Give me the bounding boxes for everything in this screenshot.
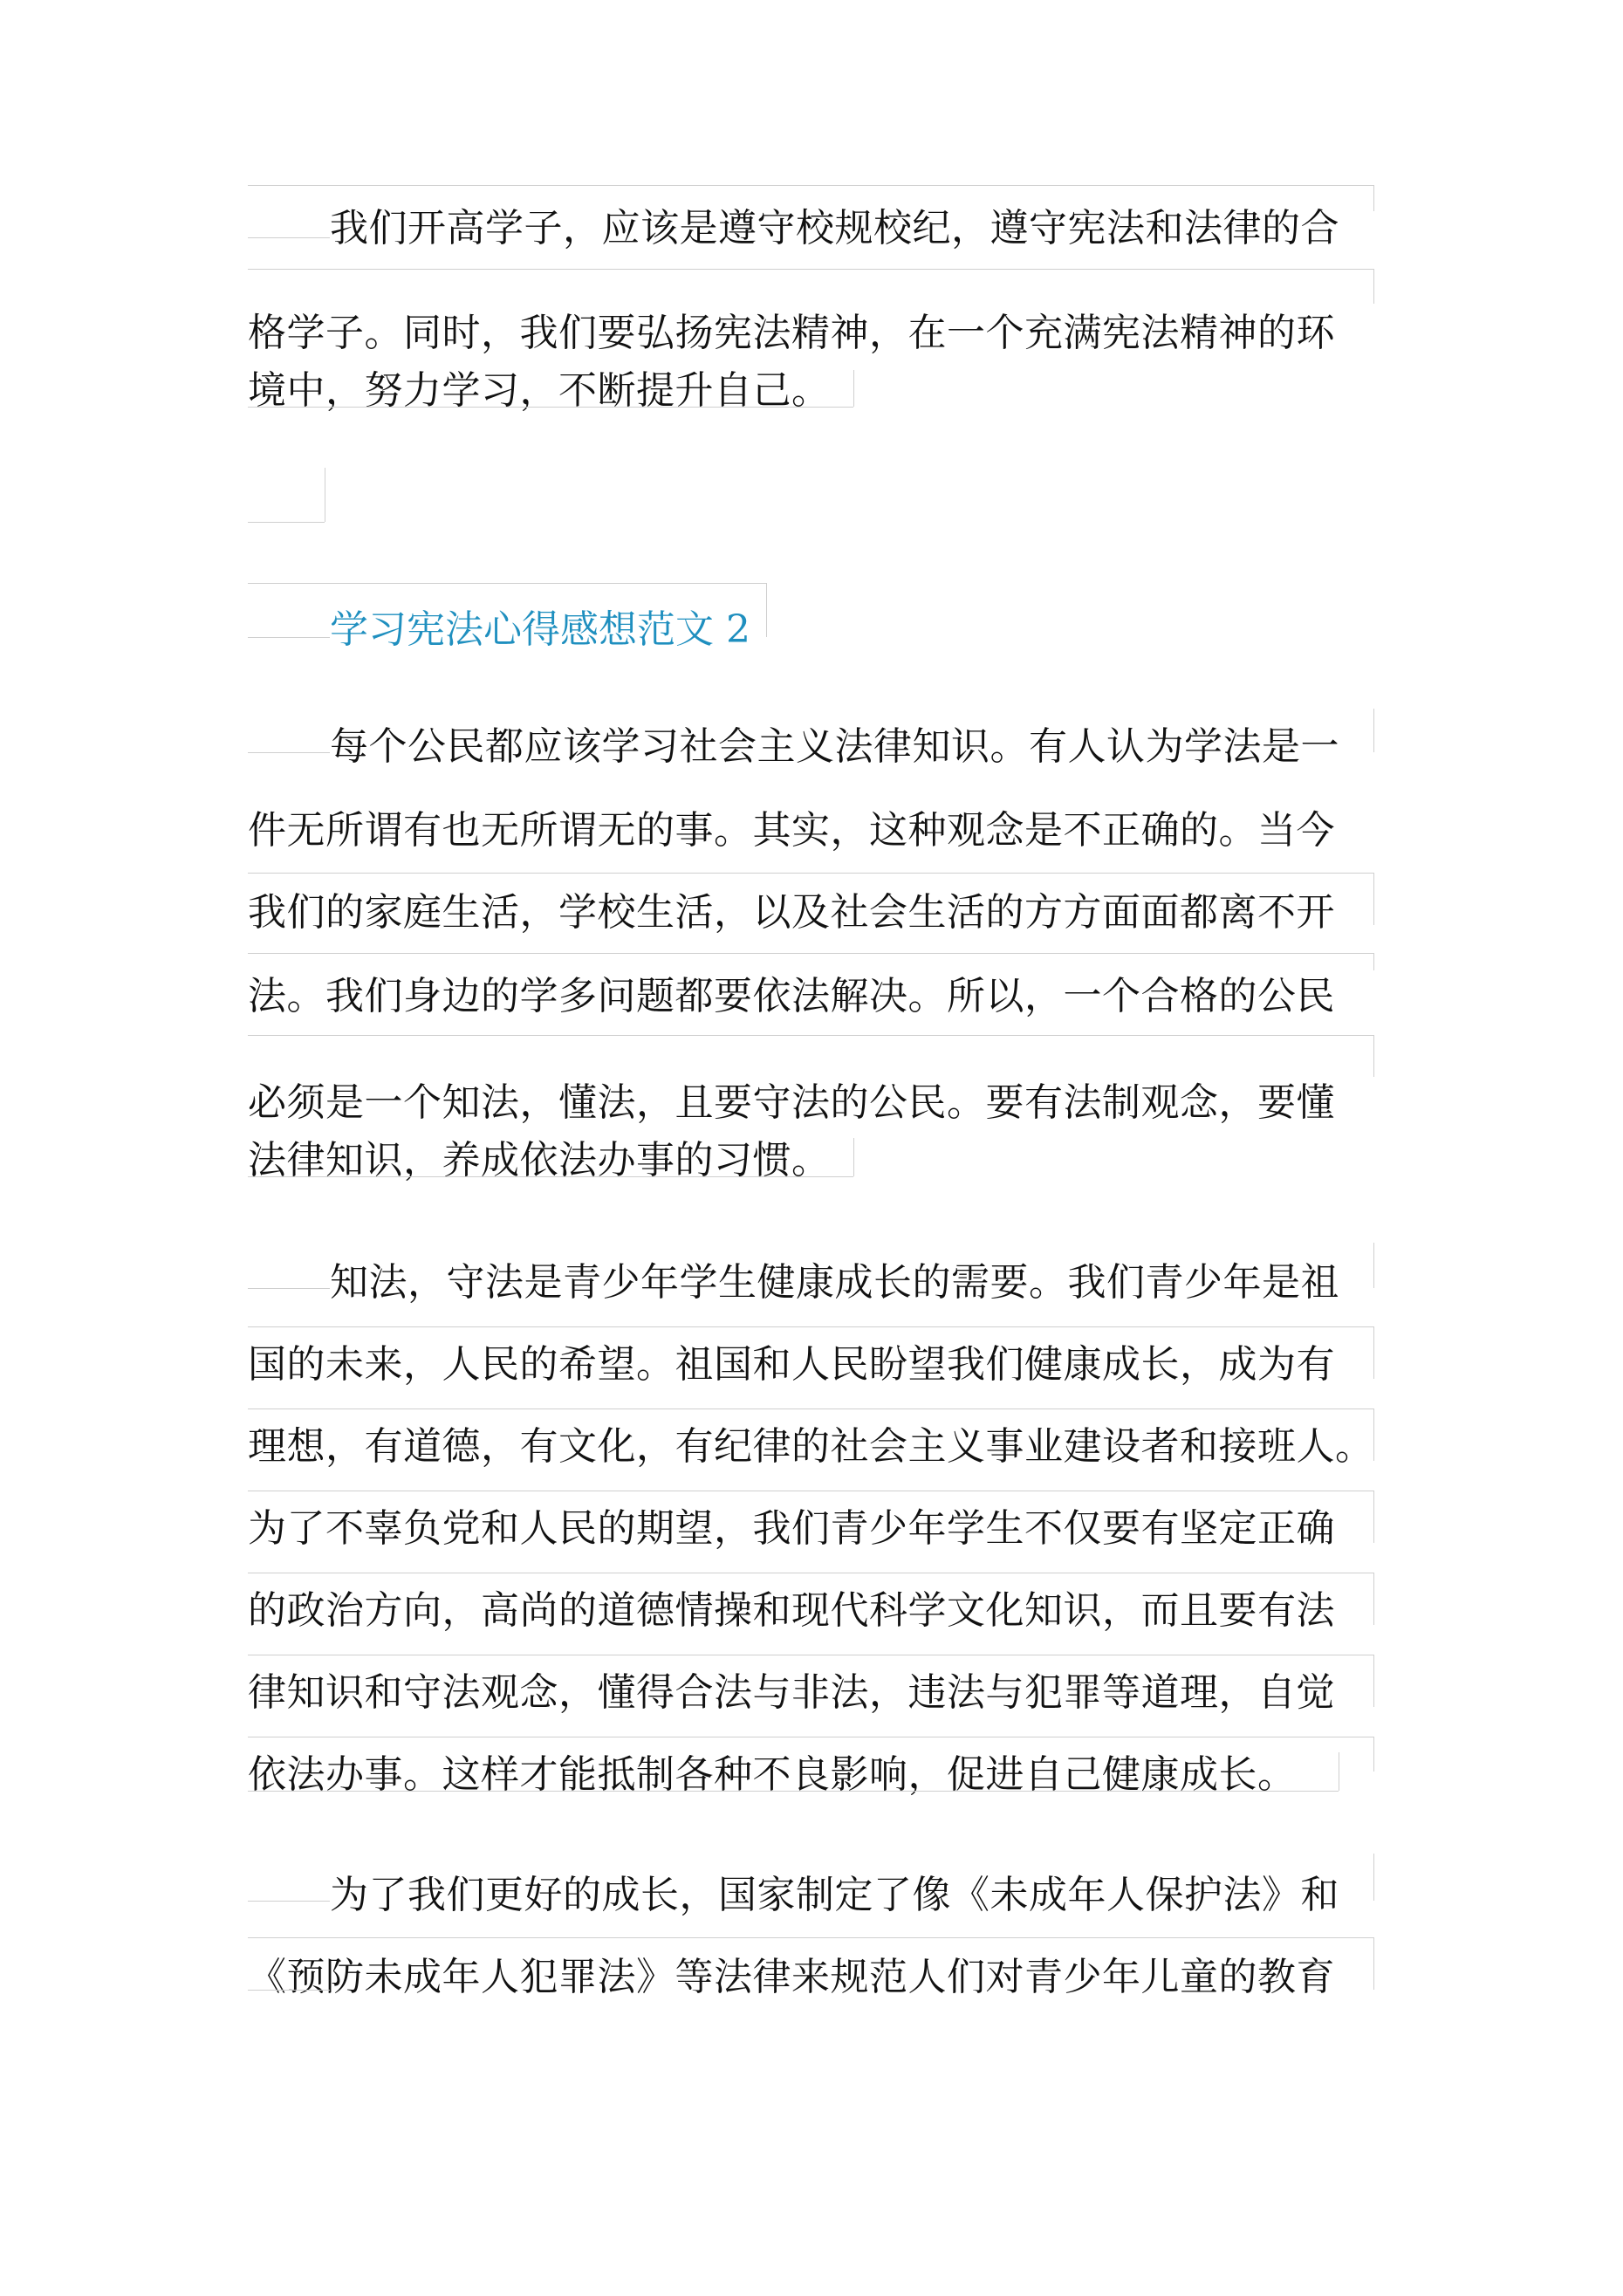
boundary-mark (248, 1901, 330, 1902)
paragraph-1-line-2: 格学子。同时，我们要弘扬宪法精神，在一个充满宪法精神的环 (248, 311, 1335, 355)
boundary-mark (1373, 269, 1374, 304)
paragraph-3-line-1: 知法，守法是青少年学生健康成长的需要。我们青少年是祖 (330, 1260, 1339, 1305)
boundary-mark (1373, 709, 1374, 752)
boundary-mark (248, 953, 1373, 954)
boundary-mark (248, 237, 330, 238)
boundary-mark (248, 185, 1373, 186)
paragraph-3-line-4: 为了不辜负党和人民的期望，我们青少年学生不仅要有坚定正确 (248, 1506, 1335, 1551)
boundary-mark (248, 1937, 1373, 1938)
boundary-mark (248, 752, 330, 753)
boundary-mark (853, 370, 854, 407)
boundary-mark (248, 1990, 330, 1991)
boundary-mark (1373, 1937, 1374, 1990)
boundary-mark (1373, 185, 1374, 211)
boundary-mark (1373, 953, 1374, 970)
paragraph-2-line-5: 必须是一个知法，懂法，且要守法的公民。要有法制观念，要懂 (248, 1080, 1335, 1125)
boundary-mark (248, 407, 853, 408)
boundary-mark (1373, 1408, 1374, 1461)
boundary-mark (248, 637, 330, 638)
boundary-mark (1373, 1573, 1374, 1625)
paragraph-3-line-3: 理想，有道德，有文化，有纪律的社会主义事业建设者和接班人。 (248, 1424, 1374, 1469)
boundary-mark (766, 583, 767, 637)
boundary-mark (1373, 1491, 1374, 1543)
boundary-mark (248, 269, 1373, 270)
boundary-mark (1373, 1854, 1374, 1901)
boundary-mark (248, 1288, 330, 1289)
paragraph-2-line-4: 法。我们身边的学多问题都要依法解决。所以，一个合格的公民 (248, 974, 1335, 1018)
paragraph-3-line-6: 律知识和守法观念，懂得合法与非法，违法与犯罪等道理，自觉 (248, 1670, 1335, 1715)
section-heading: 学习宪法心得感想范文 2 (330, 607, 750, 652)
paragraph-3-line-2: 国的未来，人民的希望。祖国和人民盼望我们健康成长，成为有 (248, 1342, 1335, 1387)
boundary-mark (248, 1035, 1373, 1036)
boundary-mark (248, 873, 1373, 874)
boundary-mark (248, 1176, 853, 1177)
paragraph-4-line-2: 《预防未成年人犯罪法》等法律来规范人们对青少年儿童的教育 (248, 1955, 1335, 1999)
paragraph-1-line-1: 我们开高学子，应该是遵守校规校纪，遵守宪法和法律的合 (330, 206, 1339, 250)
paragraph-1-line-3: 境中，努力学习，不断提升自己。 (248, 368, 831, 413)
paragraph-2-line-1: 每个公民都应该学习社会主义法律知识。有人认为学法是一 (330, 724, 1339, 769)
boundary-mark (853, 1138, 854, 1176)
boundary-mark (248, 522, 325, 523)
boundary-mark (248, 583, 766, 584)
boundary-mark (1373, 1326, 1374, 1379)
boundary-mark (248, 1791, 1339, 1792)
boundary-mark (1373, 1243, 1374, 1288)
boundary-mark (1373, 1737, 1374, 1772)
boundary-mark (248, 1326, 1373, 1327)
paragraph-4-line-1: 为了我们更好的成长，国家制定了像《未成年人保护法》和 (330, 1873, 1339, 1917)
paragraph-3-line-5: 的政治方向，高尚的道德情操和现代科学文化知识，而且要有法 (248, 1588, 1335, 1633)
boundary-mark (1373, 1655, 1374, 1707)
boundary-mark (1373, 873, 1374, 925)
paragraph-2-line-2: 件无所谓有也无所谓无的事。其实，这种观念是不正确的。当今 (248, 808, 1335, 853)
paragraph-2-line-3: 我们的家庭生活，学校生活，以及社会生活的方方面面都离不开 (248, 890, 1335, 935)
boundary-mark (1373, 1035, 1374, 1077)
paragraph-3-line-7: 依法办事。这样才能抵制各种不良影响，促进自己健康成长。 (248, 1752, 1297, 1797)
boundary-mark (248, 1408, 1373, 1409)
paragraph-2-line-6: 法律知识，养成依法办事的习惯。 (248, 1138, 831, 1182)
